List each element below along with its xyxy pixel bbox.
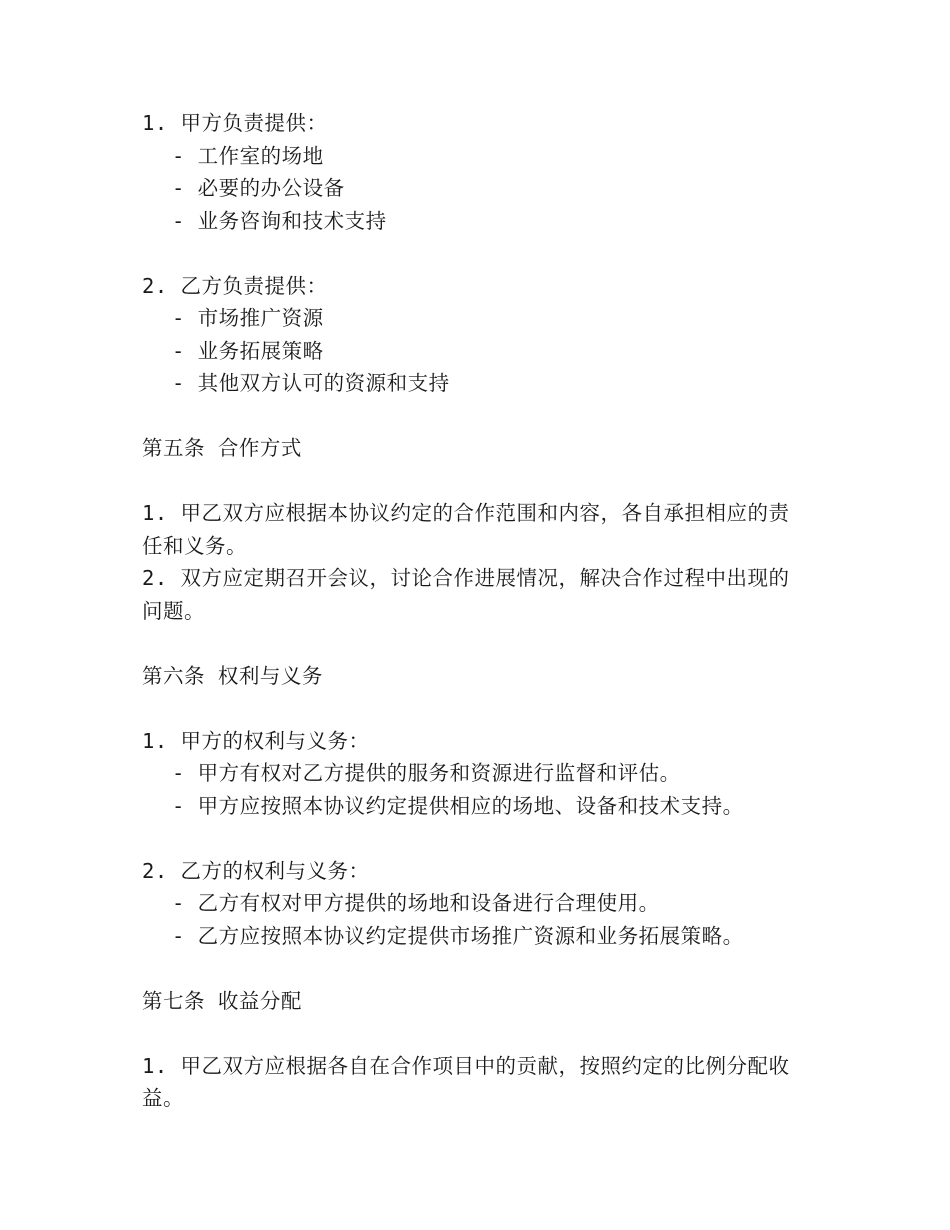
spacer [142, 627, 808, 660]
spacer [142, 822, 808, 855]
list-item-title: 1. 甲方负责提供： [142, 111, 328, 135]
list-item: - 甲方应按照本协议约定提供相应的场地、设备和技术支持。 [172, 793, 744, 818]
paragraph-line: 2. 双方应定期召开会议，讨论合作进展情况，解决合作过程中出现的 [142, 566, 790, 590]
list-item: - 甲方有权对乙方提供的服务和资源进行监督和评估。 [172, 761, 681, 785]
list-item: - 工作室的场地 [172, 143, 324, 168]
spacer [142, 952, 808, 985]
list-item-title: 2. 乙方负责提供： [142, 273, 328, 298]
spacer [142, 237, 808, 270]
section-heading: 第六条 权利与义务 [142, 663, 323, 688]
paragraph-line: 任和义务。 [142, 533, 247, 558]
section-heading: 第五条 合作方式 [142, 436, 302, 460]
list-item: - 乙方应按照本协议约定提供市场推广资源和业务拓展策略。 [172, 923, 744, 948]
spacer [142, 465, 808, 498]
paragraph-line: 1. 甲乙双方应根据各自在合作项目中的贡献，按照约定的比例分配收 [142, 1053, 790, 1078]
list-item: - 必要的办公设备 [172, 176, 345, 200]
list-item-title: 1. 甲方的权利与义务： [142, 728, 370, 753]
list-item: - 其他双方认可的资源和支持 [172, 371, 450, 395]
spacer [142, 400, 808, 433]
list-item-title: 2. 乙方的权利与义务： [142, 858, 370, 883]
list-item: - 业务拓展策略 [172, 338, 324, 363]
paragraph-line: 问题。 [142, 598, 205, 623]
paragraph-line: 1. 甲乙双方应根据本协议约定的合作范围和内容，各自承担相应的责 [142, 501, 790, 525]
spacer [142, 1017, 808, 1050]
paragraph-line: 益。 [142, 1086, 184, 1110]
list-item: - 乙方有权对甲方提供的场地和设备进行合理使用。 [172, 891, 660, 915]
section-heading: 第七条 收益分配 [142, 988, 302, 1013]
list-item: - 业务咨询和技术支持 [172, 208, 387, 233]
spacer [142, 692, 808, 725]
document-page [142, 107, 808, 1115]
list-item: - 市场推广资源 [172, 306, 324, 330]
